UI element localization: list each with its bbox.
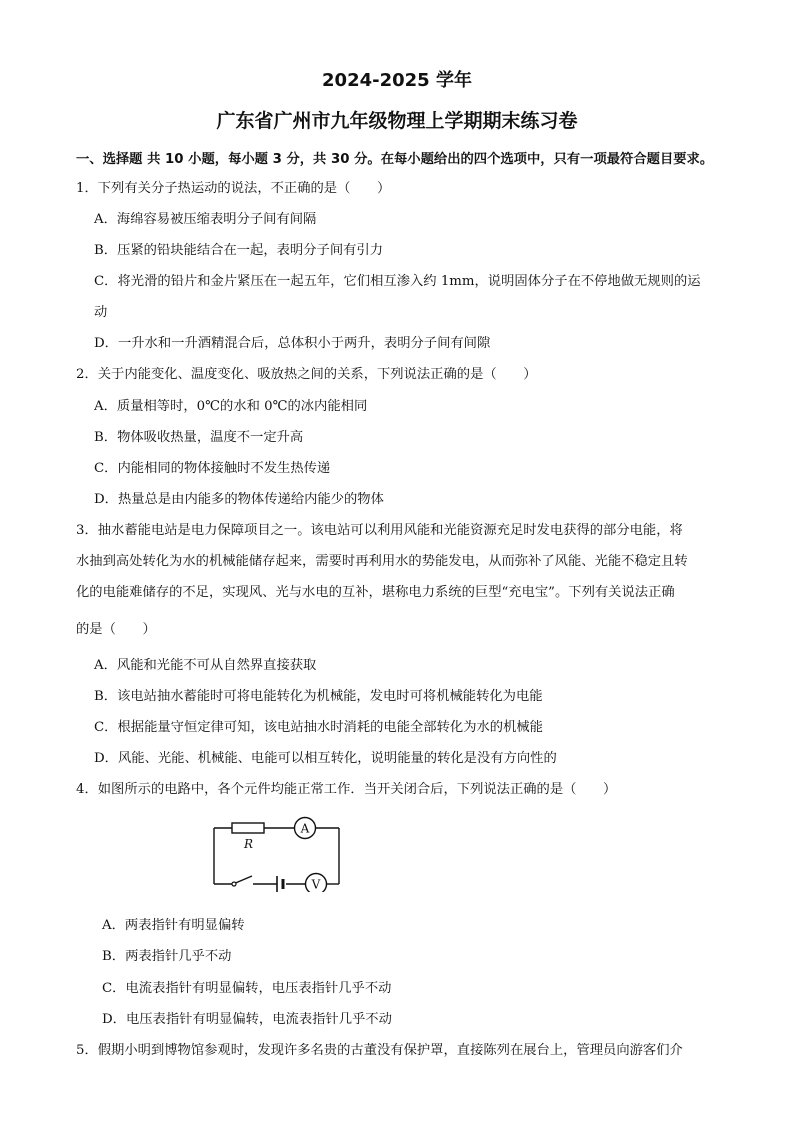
question-3-option-b: B．该电站抽水蓄能时可将电能转化为机械能，发电时可将机械能转化为电能	[94, 689, 543, 704]
switch-blade	[236, 876, 253, 883]
question-3-option-a: A．风能和光能不可从自然界直接获取	[94, 658, 317, 673]
exam-year: 2024-2025 学年	[322, 70, 472, 91]
question-1-option-b: B．压紧的铅块能结合在一起，表明分子间有引力	[94, 243, 384, 258]
question-4-option-d: D．电压表指针有明显偏转，电流表指针几乎不动	[102, 1012, 392, 1027]
question-1-option-c-continued: 动	[94, 305, 108, 320]
section-heading: 一、选择题 共 10 小题，每小题 3 分，共 30 分。在每小题给出的四个选项中，只有一项最符合题目要求。	[76, 152, 714, 167]
exam-title: 广东省广州市九年级物理上学期期末练习卷	[216, 110, 578, 132]
question-3-option-d: D．风能、光能、机械能、电能可以相互转化，说明能量的转化是没有方向性的	[94, 751, 557, 766]
question-2-option-d: D．热量总是由内能多的物体传递给内能少的物体	[94, 492, 384, 507]
question-2-option-a: A．质量相等时，0℃的水和 0℃的冰内能相同	[94, 399, 368, 414]
question-4-option-a: A．两表指针有明显偏转	[102, 918, 245, 933]
question-3-stem-line-4: 的是（ ）	[76, 622, 156, 637]
question-1-option-c: C．将光滑的铅片和金片紧压在一起五年，它们相互渗入约 1mm，说明固体分子在不停地做无规则的运	[94, 274, 701, 289]
question-1-stem: 1．下列有关分子热运动的说法，不正确的是（ ）	[76, 181, 391, 196]
question-3-stem-line-2: 水抽到高处转化为水的机械能储存起来，需要时再利用水的势能发电，从而弥补了风能、光能不稳定且转	[76, 554, 688, 569]
resistor-label: R	[244, 837, 254, 851]
question-2-option-c: C．内能相同的物体接触时不发生热传递	[94, 461, 331, 476]
ammeter-label: A	[300, 821, 310, 836]
question-1-option-d: D．一升水和一升酒精混合后，总体积小于两升，表明分子间有间隙	[94, 336, 491, 351]
question-4-stem: 4．如图所示的电路中，各个元件均能正常工作．当开关闭合后，下列说法正确的是（ ）	[76, 782, 617, 797]
resistor-symbol	[232, 823, 264, 833]
question-3-stem-line-3: 化的电能难储存的不足，实现风、光与水电的互补，堪称电力系统的巨型“充电宝”。下列有关说法正确	[76, 585, 675, 600]
question-4-option-b: B．两表指针几乎不动	[102, 949, 232, 964]
question-1-option-a: A．海绵容易被压缩表明分子间有间隔	[94, 212, 317, 227]
question-2-option-b: B．物体吸收热量，温度不一定升高	[94, 430, 304, 445]
circuit-diagram	[206, 812, 346, 892]
question-4-option-c: C．电流表指针有明显偏转，电压表指针几乎不动	[102, 981, 392, 996]
question-3-stem-line-1: 3．抽水蓄能电站是电力保障项目之一。该电站可以利用风能和光能资源充足时发电获得的部分电能，将	[76, 523, 683, 538]
voltmeter-label: V	[311, 877, 321, 892]
question-5-stem: 5．假期小明到博物馆参观时，发现许多名贵的古董没有保护罩，直接陈列在展台上，管理员向游客们介	[76, 1043, 683, 1058]
question-3-option-c: C．根据能量守恒定律可知，该电站抽水时消耗的电能全部转化为水的机械能	[94, 720, 543, 735]
question-2-stem: 2．关于内能变化、温度变化、吸放热之间的关系，下列说法正确的是（ ）	[76, 367, 537, 382]
